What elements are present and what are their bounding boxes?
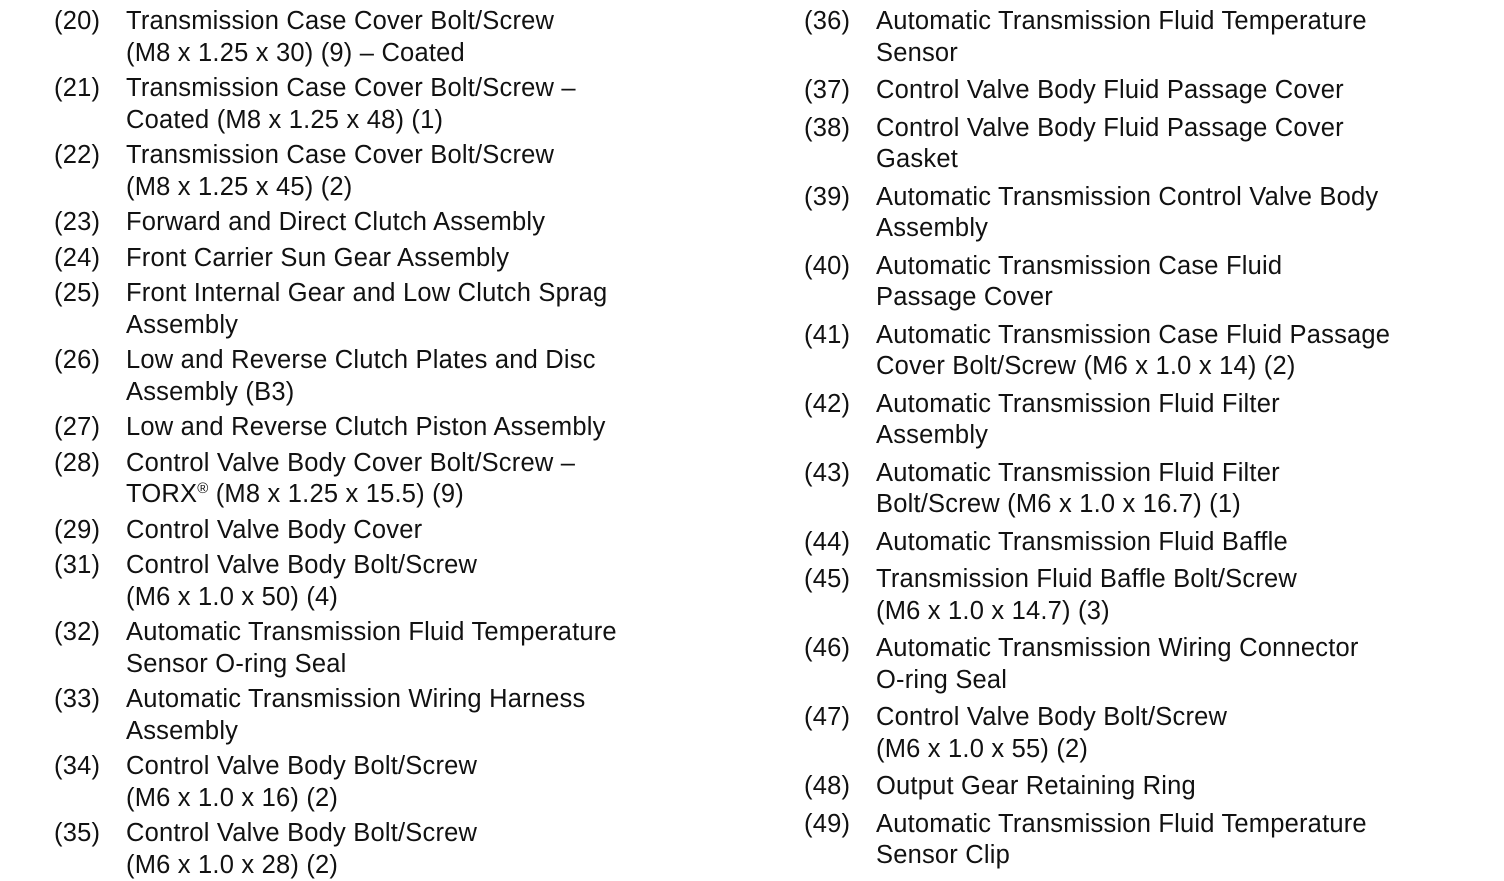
part-description-line: Control Valve Body Bolt/Screw: [126, 550, 754, 582]
legend-item: [54, 448, 754, 511]
legend-item: [54, 278, 754, 341]
callout-number: (46): [804, 633, 876, 665]
torx-spec: (M8 x 1.25 x 15.5) (9): [208, 480, 463, 508]
legend-item: [804, 251, 1494, 314]
callout-number: (21): [54, 73, 126, 105]
part-description-line: Sensor O-ring Seal: [126, 649, 754, 681]
part-description-line: Automatic Transmission Fluid Temperature: [126, 617, 754, 649]
part-description-line: (M6 x 1.0 x 16) (2): [126, 783, 754, 815]
part-description: [126, 515, 754, 547]
part-description-line: Control Valve Body Fluid Passage Cover: [876, 75, 1494, 107]
part-description-line: (M6 x 1.0 x 28) (2): [126, 850, 754, 881]
legend-item: [804, 633, 1494, 696]
part-description-line: Assembly: [126, 310, 754, 342]
legend-item: [804, 564, 1494, 627]
part-description-line: Bolt/Screw (M6 x 1.0 x 16.7) (1): [876, 489, 1494, 521]
part-description-line: Automatic Transmission Fluid Temperature: [876, 809, 1494, 841]
part-description: [126, 73, 754, 136]
part-description-line: Sensor Clip: [876, 840, 1494, 872]
callout-number: (39): [804, 182, 876, 214]
part-description-line: Automatic Transmission Case Fluid: [876, 251, 1494, 283]
part-description: [126, 818, 754, 881]
legend-item: [54, 515, 754, 547]
part-description-line: Gasket: [876, 144, 1494, 176]
legend-item: [54, 345, 754, 408]
part-description-line: Assembly (B3): [126, 377, 754, 409]
callout-number: (33): [54, 684, 126, 716]
part-description: [126, 550, 754, 613]
part-description: [876, 182, 1494, 245]
legend-item: [804, 527, 1494, 559]
legend-item: [804, 389, 1494, 452]
part-description: [876, 75, 1494, 107]
part-description-line: Control Valve Body Bolt/Screw: [126, 751, 754, 783]
part-description-line: Low and Reverse Clutch Plates and Disc: [126, 345, 754, 377]
callout-number: (44): [804, 527, 876, 559]
legend-item: [54, 243, 754, 275]
part-description-line: (M8 x 1.25 x 30) (9) – Coated: [126, 38, 754, 70]
part-description: [126, 684, 754, 747]
callout-number: (41): [804, 320, 876, 352]
part-description: [126, 6, 754, 69]
legend-item: [54, 140, 754, 203]
part-description-line: Automatic Transmission Fluid Temperature: [876, 6, 1494, 38]
callout-number: (31): [54, 550, 126, 582]
legend-item: [54, 751, 754, 814]
callout-number: (35): [54, 818, 126, 850]
part-description-line: Coated (M8 x 1.25 x 48) (1): [126, 105, 754, 137]
legend-item: [54, 73, 754, 136]
part-description-line: Control Valve Body Cover Bolt/Screw –: [126, 448, 754, 480]
part-description-line: Front Carrier Sun Gear Assembly: [126, 243, 754, 275]
callout-number: (25): [54, 278, 126, 310]
part-description: [126, 412, 754, 444]
part-description-line: (M6 x 1.0 x 14.7) (3): [876, 596, 1494, 628]
callout-number: (43): [804, 458, 876, 490]
part-description-line: [126, 479, 754, 511]
part-description: [126, 207, 754, 239]
part-description: [876, 527, 1494, 559]
legend-item: [804, 702, 1494, 765]
part-description-line: Low and Reverse Clutch Piston Assembly: [126, 412, 754, 444]
part-description-line: Output Gear Retaining Ring: [876, 771, 1494, 803]
part-description-line: Automatic Transmission Control Valve Body: [876, 182, 1494, 214]
part-description: [126, 617, 754, 680]
part-description-line: Transmission Case Cover Bolt/Screw –: [126, 73, 754, 105]
part-description-line: Forward and Direct Clutch Assembly: [126, 207, 754, 239]
legend-item: [804, 113, 1494, 176]
registered-mark: ®: [197, 480, 208, 497]
part-description-line: Sensor: [876, 38, 1494, 70]
legend-item: [54, 617, 754, 680]
parts-legend-right-column: [804, 6, 1494, 872]
part-description-line: Control Valve Body Bolt/Screw: [126, 818, 754, 850]
part-description: [876, 320, 1494, 383]
callout-number: (40): [804, 251, 876, 283]
callout-number: (29): [54, 515, 126, 547]
legend-item: [54, 684, 754, 747]
legend-item: [54, 207, 754, 239]
part-description: [876, 389, 1494, 452]
part-description-line: Assembly: [126, 716, 754, 748]
part-description: [876, 458, 1494, 521]
callout-number: (27): [54, 412, 126, 444]
part-description-line: Control Valve Body Bolt/Screw: [876, 702, 1494, 734]
callout-number: (28): [54, 448, 126, 480]
callout-number: (34): [54, 751, 126, 783]
part-description: [876, 564, 1494, 627]
part-description: [126, 278, 754, 341]
callout-number: (22): [54, 140, 126, 172]
callout-number: (49): [804, 809, 876, 841]
part-description-line: Automatic Transmission Case Fluid Passage: [876, 320, 1494, 352]
part-description-line: Control Valve Body Cover: [126, 515, 754, 547]
part-description-line: O-ring Seal: [876, 665, 1494, 697]
part-description-line: Automatic Transmission Wiring Harness: [126, 684, 754, 716]
callout-number: (48): [804, 771, 876, 803]
part-description: [876, 113, 1494, 176]
callout-number: (23): [54, 207, 126, 239]
part-description: [126, 751, 754, 814]
callout-number: (32): [54, 617, 126, 649]
part-description: [126, 345, 754, 408]
part-description-line: Control Valve Body Fluid Passage Cover: [876, 113, 1494, 145]
callout-number: (38): [804, 113, 876, 145]
legend-item: [54, 818, 754, 881]
callout-number: (20): [54, 6, 126, 38]
part-description-line: Automatic Transmission Fluid Baffle: [876, 527, 1494, 559]
part-description-line: Assembly: [876, 213, 1494, 245]
part-description-line: Automatic Transmission Fluid Filter: [876, 458, 1494, 490]
part-description-line: (M8 x 1.25 x 45) (2): [126, 172, 754, 204]
callout-number: (45): [804, 564, 876, 596]
part-description: [876, 809, 1494, 872]
part-description-line: Cover Bolt/Screw (M6 x 1.0 x 14) (2): [876, 351, 1494, 383]
part-description: [126, 140, 754, 203]
legend-item: [804, 182, 1494, 245]
part-description: [876, 702, 1494, 765]
part-description-line: (M6 x 1.0 x 55) (2): [876, 734, 1494, 766]
part-description-line: Transmission Fluid Baffle Bolt/Screw: [876, 564, 1494, 596]
callout-number: (26): [54, 345, 126, 377]
legend-item: [54, 412, 754, 444]
part-description-line: (M6 x 1.0 x 50) (4): [126, 582, 754, 614]
legend-item: [804, 320, 1494, 383]
part-description: [876, 771, 1494, 803]
part-description-line: Assembly: [876, 420, 1494, 452]
parts-legend-left-column: [54, 6, 754, 881]
callout-number: (24): [54, 243, 126, 275]
part-description: [126, 243, 754, 275]
part-description-line: Transmission Case Cover Bolt/Screw: [126, 6, 754, 38]
part-description: [126, 448, 754, 511]
legend-item: [804, 771, 1494, 803]
callout-number: (37): [804, 75, 876, 107]
legend-item: [804, 75, 1494, 107]
legend-item: [804, 6, 1494, 69]
part-description-line: Automatic Transmission Wiring Connector: [876, 633, 1494, 665]
callout-number: (47): [804, 702, 876, 734]
callout-number: (42): [804, 389, 876, 421]
legend-item: [54, 6, 754, 69]
part-description-line: Passage Cover: [876, 282, 1494, 314]
torx-brand: TORX: [126, 480, 197, 508]
part-description-line: Automatic Transmission Fluid Filter: [876, 389, 1494, 421]
part-description: [876, 633, 1494, 696]
part-description: [876, 6, 1494, 69]
part-description: [876, 251, 1494, 314]
callout-number: (36): [804, 6, 876, 38]
part-description-line: Transmission Case Cover Bolt/Screw: [126, 140, 754, 172]
legend-item: [804, 458, 1494, 521]
part-description-line: Front Internal Gear and Low Clutch Sprag: [126, 278, 754, 310]
legend-item: [804, 809, 1494, 872]
legend-item: [54, 550, 754, 613]
